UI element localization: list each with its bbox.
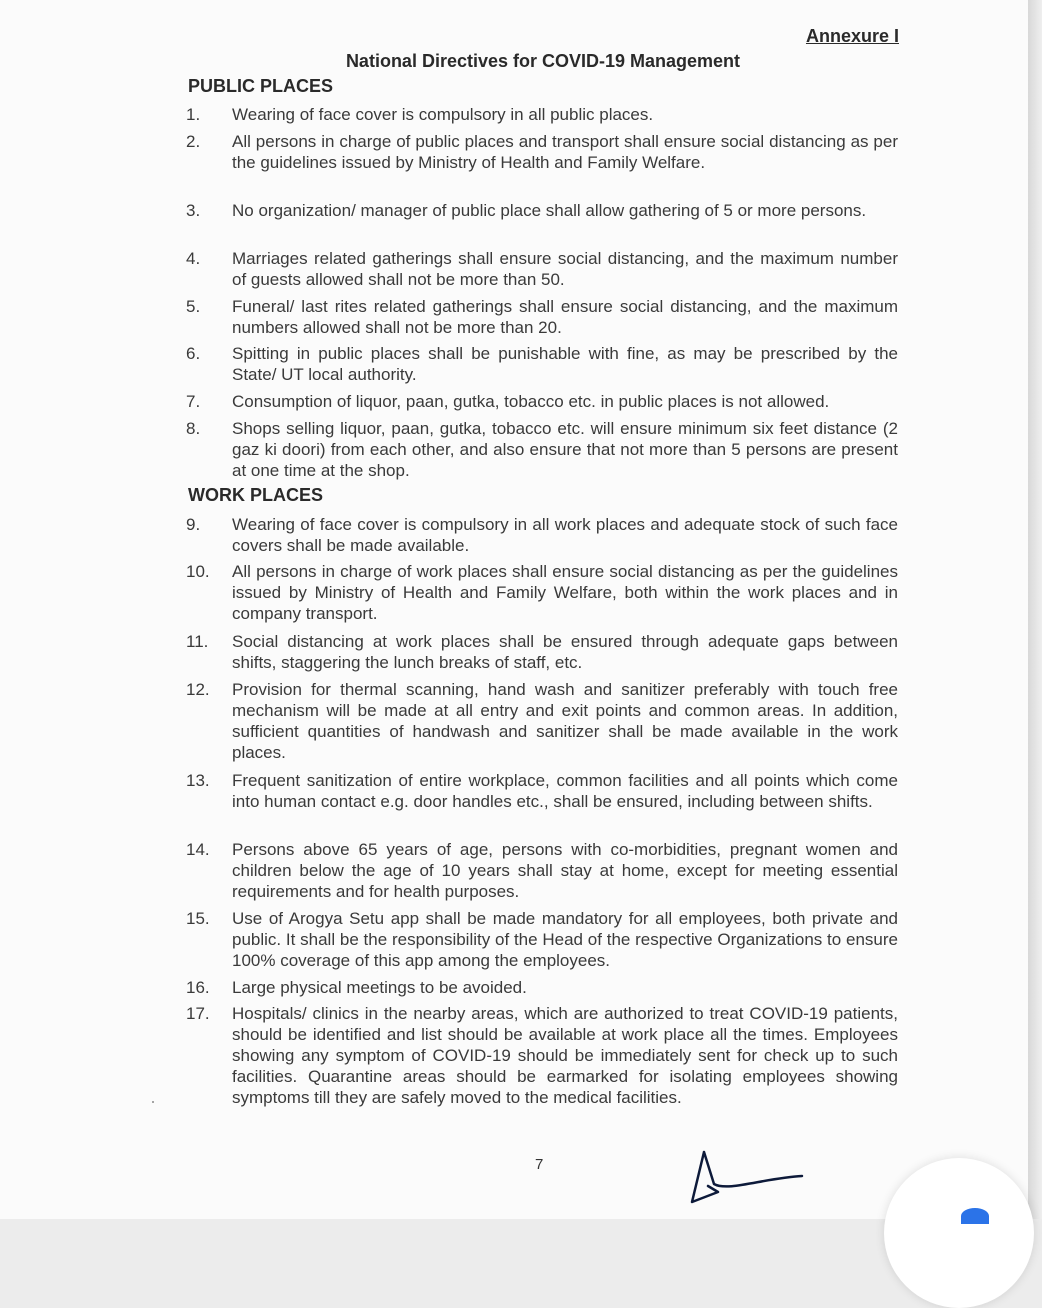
item-text: No organization/ manager of public place shall allow gathering of 5 or more persons. bbox=[232, 201, 867, 220]
item-text: Large physical meetings to be avoided. bbox=[232, 978, 527, 997]
list-item bbox=[186, 391, 898, 412]
list-item bbox=[186, 561, 898, 624]
signature-mark bbox=[684, 1148, 808, 1208]
list-item bbox=[186, 131, 898, 173]
page-edge bbox=[1028, 0, 1042, 1219]
item-text: Funeral/ last rites related gatherings shall ensure social distancing, and the maximum numbers allowed shall not be more than 20. bbox=[232, 297, 898, 337]
list-item bbox=[186, 514, 898, 556]
list-item bbox=[186, 1003, 898, 1108]
list-item bbox=[186, 343, 898, 385]
item-text: Provision for thermal scanning, hand wash and sanitizer preferably with touch free mechanism will be made at all entry and exit points and common areas. In addition, sufficient quantities of handwash and sanitizer shall be made available in the work places. bbox=[232, 680, 898, 762]
item-number: 13. bbox=[186, 771, 210, 790]
annexure-label: Annexure I bbox=[805, 26, 899, 46]
list-item bbox=[186, 908, 898, 971]
scan-speck bbox=[152, 1101, 154, 1103]
floating-action-icon[interactable] bbox=[961, 1208, 989, 1224]
item-text: All persons in charge of work places shall ensure social distancing as per the guidelines issued by Ministry of Health and Family Welfare, both within the work places and in company transport. bbox=[232, 562, 898, 623]
item-number: 8. bbox=[186, 419, 201, 438]
list-item bbox=[186, 418, 898, 481]
section-heading-work-places: WORK PLACES bbox=[188, 485, 323, 505]
item-text: Use of Arogya Setu app shall be made mandatory for all employees, both private and public. It shall be the responsibility of the Head of the respective Organizations to ensure 100% coverage of this app among the employees. bbox=[232, 909, 898, 970]
list-item bbox=[186, 631, 898, 673]
item-number: 6. bbox=[186, 344, 201, 363]
item-text: Spitting in public places shall be punishable with fine, as may be prescribed by the State/ UT local authority. bbox=[232, 344, 898, 384]
list-item bbox=[186, 296, 898, 338]
item-text: Marriages related gatherings shall ensure social distancing, and the maximum number of guests allowed shall not be more than 50. bbox=[232, 249, 898, 289]
item-number: 4. bbox=[186, 249, 201, 268]
list-item bbox=[186, 770, 898, 812]
floating-action-button[interactable] bbox=[884, 1158, 1034, 1308]
list-item bbox=[186, 839, 898, 902]
page-number: 7 bbox=[535, 1156, 544, 1173]
list-item bbox=[186, 104, 898, 125]
item-number: 11. bbox=[186, 632, 209, 651]
item-number: 16. bbox=[186, 978, 210, 997]
list-item bbox=[186, 248, 898, 290]
item-number: 2. bbox=[186, 132, 201, 151]
item-number: 12. bbox=[186, 680, 210, 699]
document-title: National Directives for COVID-19 Management bbox=[345, 51, 741, 71]
list-item bbox=[186, 679, 898, 763]
item-text: Wearing of face cover is compulsory in all public places. bbox=[232, 105, 654, 124]
item-number: 15. bbox=[186, 909, 210, 928]
item-number: 14. bbox=[186, 840, 210, 859]
list-item bbox=[186, 977, 898, 998]
item-text: Shops selling liquor, paan, gutka, tobacco etc. will ensure minimum six feet distance (2 gaz ki doori) from each other, and also ensure that not more than 5 persons are present at one time at the shop. bbox=[232, 419, 898, 480]
item-number: 10. bbox=[186, 562, 210, 581]
section-heading-public-places: PUBLIC PLACES bbox=[188, 76, 334, 96]
item-number: 5. bbox=[186, 297, 201, 316]
item-text: Consumption of liquor, paan, gutka, tobacco etc. in public places is not allowed. bbox=[232, 392, 830, 411]
item-number: 3. bbox=[186, 201, 201, 220]
item-text: Wearing of face cover is compulsory in all work places and adequate stock of such face covers shall be made available. bbox=[232, 515, 898, 555]
item-text: Social distancing at work places shall be ensured through adequate gaps between shifts, staggering the lunch breaks of staff, etc. bbox=[232, 632, 898, 672]
item-text: Hospitals/ clinics in the nearby areas, which are authorized to treat COVID-19 patients, should be identified and list should be available at work place all the times. Employees showing any symptom of COVID-19 should be immediately sent for check up to such facilities. Quarantine areas should be earmarked for isolating employees showing symptoms till they are safely moved to the medical facilities. bbox=[232, 1004, 898, 1107]
item-number: 17. bbox=[186, 1004, 210, 1023]
list-item bbox=[186, 200, 898, 221]
item-text: All persons in charge of public places and transport shall ensure social distancing as per the guidelines issued by Ministry of Health and Family Welfare. bbox=[232, 132, 898, 172]
item-text: Persons above 65 years of age, persons with co-morbidities, pregnant women and children below the age of 10 years shall stay at home, except for meeting essential requirements and for health purposes. bbox=[232, 840, 898, 901]
item-number: 7. bbox=[186, 392, 201, 411]
item-text: Frequent sanitization of entire workplace, common facilities and all points which come into human contact e.g. door handles etc., shall be ensured, including between shifts. bbox=[232, 771, 898, 811]
item-number: 9. bbox=[186, 515, 201, 534]
item-number: 1. bbox=[186, 105, 201, 124]
